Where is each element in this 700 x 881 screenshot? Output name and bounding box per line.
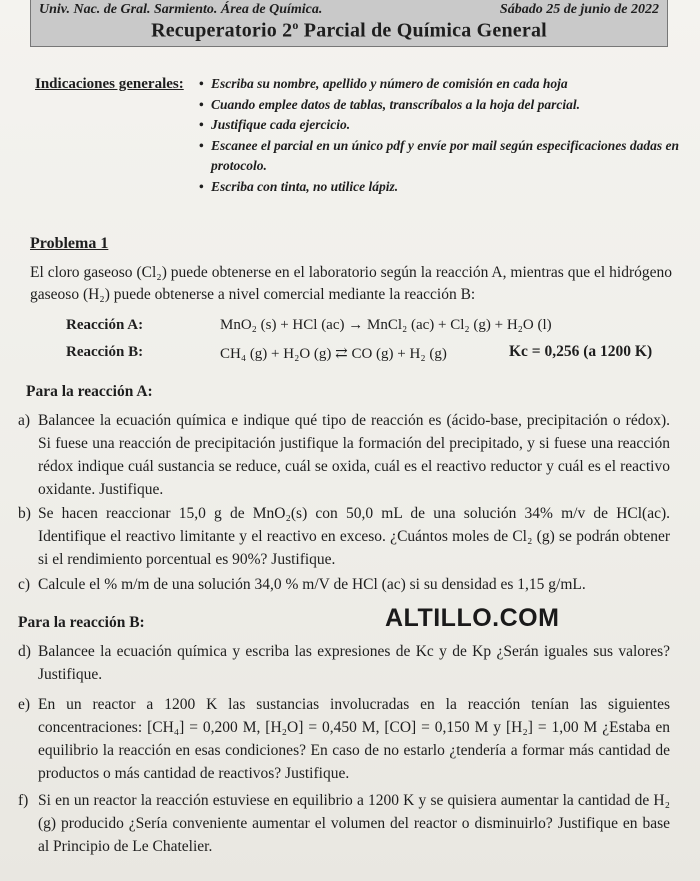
indicaciones-list xyxy=(199,74,689,197)
question-text: Balancee la ecuación química e indique qué tipo de reacción es (ácido-base, precipitación o rédox). Si fuese una reacción de precipitación justifique la formación del precipitado, y si fuese una reacción rédox indique cuál sustancia se reduce, cuál se oxida, cuál es el reactivo reductor y cuál es el reactivo oxidante. Justifique. xyxy=(38,412,670,498)
reaction-b-label: Reacción B: xyxy=(66,344,144,360)
title-pre: Recuperatorio 2 xyxy=(151,19,293,42)
indicacion-item: • Escriba su nombre, apellido y número de comisión en cada hoja xyxy=(199,74,689,95)
reaction-b-equation: CH₄ (g) + H₂O (g) ⇄ CO (g) + H₂ (g) xyxy=(220,346,447,362)
kc-value: Kc = 0,256 (a 1200 K) xyxy=(509,343,653,360)
question-text: Balancee la ecuación química y escriba las expresiones de Kc y de Kp ¿Serán iguales sus valores? Justifique. xyxy=(38,643,670,683)
indicaciones-label: Indicaciones generales: xyxy=(35,76,184,92)
question-c xyxy=(18,573,672,597)
question-e xyxy=(18,693,672,785)
reaction-a-equation: MnO₂ (s) + HCl (ac) → MnCl₂ (ac) + Cl₂ (g) + H₂O (l) xyxy=(220,317,552,333)
question-text: En un reactor a 1200 K las sustancias involucradas en la reacción tenían las siguientes concentraciones: [CH₄] = 0,200 M, [H₂O] = 0,450 M, [CO] = 0,150 M y [H₂] = 1,00 M ¿Estaba en equilibrio la reacción en esas condiciones? En caso de no estarlo ¿tendería a formar más cantidad de productos o más cantidad de reactivos? Justifique. xyxy=(38,696,670,782)
problem-title: Problema 1 xyxy=(30,235,109,252)
title-superscript: o xyxy=(292,18,299,32)
indicacion-item: • Escriba con tinta, no utilice lápiz. xyxy=(199,177,689,198)
question-d xyxy=(18,640,672,686)
question-label: c) xyxy=(18,576,31,593)
question-f xyxy=(18,789,672,859)
question-label: e) xyxy=(18,696,31,713)
exam-title xyxy=(31,18,667,43)
question-text: Calcule el % m/m de una solución 34,0 % m/V de HCl (ac) si su densidad es 1,15 g/mL. xyxy=(38,576,586,593)
title-post: Parcial de Química General xyxy=(298,19,547,42)
question-label: d) xyxy=(18,643,31,660)
problem-intro: El cloro gaseoso (Cl₂) puede obtenerse en el laboratorio según la reacción A, mientras que el hidrógeno gaseoso (H₂) puede obtenerse a nivel comercial mediante la reacción B: xyxy=(30,264,672,303)
section-a-title: Para la reacción A: xyxy=(26,383,153,400)
question-label: a) xyxy=(18,412,31,429)
question-b xyxy=(18,502,672,572)
question-a xyxy=(18,409,672,501)
altillo-watermark: ALTILLO.COM xyxy=(385,604,560,632)
section-b-title: Para la reacción B: xyxy=(18,614,145,631)
institution-text: Univ. Nac. de Gral. Sarmiento. Área de Química. xyxy=(39,2,323,17)
question-label: b) xyxy=(18,505,31,522)
reaction-a-label: Reacción A: xyxy=(66,317,144,333)
question-label: f) xyxy=(18,792,29,809)
question-text: Se hacen reaccionar 15,0 g de MnO₂(s) con 50,0 mL de una solución 34% m/v de HCl(ac). Identifique el reactivo limitante y el reactivo en exceso. ¿Cuántos moles de Cl₂ (g) se podrán obtener si el rendimiento porcentual es 90%? Justifique. xyxy=(38,505,670,568)
exam-date: Sábado 25 de junio de 2022 xyxy=(499,2,659,17)
question-text: Si en un reactor la reacción estuviese en equilibrio a 1200 K y se quisiera aumentar la cantidad de H₂ (g) producido ¿Sería conveniente aumentar el volumen del reactor o disminuirlo? Justifique en base al Principio de Le Chatelier. xyxy=(38,792,670,855)
indicacion-item: • Escanee el parcial en un único pdf y envíe por mail según especificaciones dadas en protocolo. xyxy=(199,136,689,177)
indicacion-item: • Cuando emplee datos de tablas, transcríbalos a la hoja del parcial. xyxy=(199,95,689,116)
indicacion-item: • Justifique cada ejercicio. xyxy=(199,115,689,136)
exam-header xyxy=(30,0,668,47)
